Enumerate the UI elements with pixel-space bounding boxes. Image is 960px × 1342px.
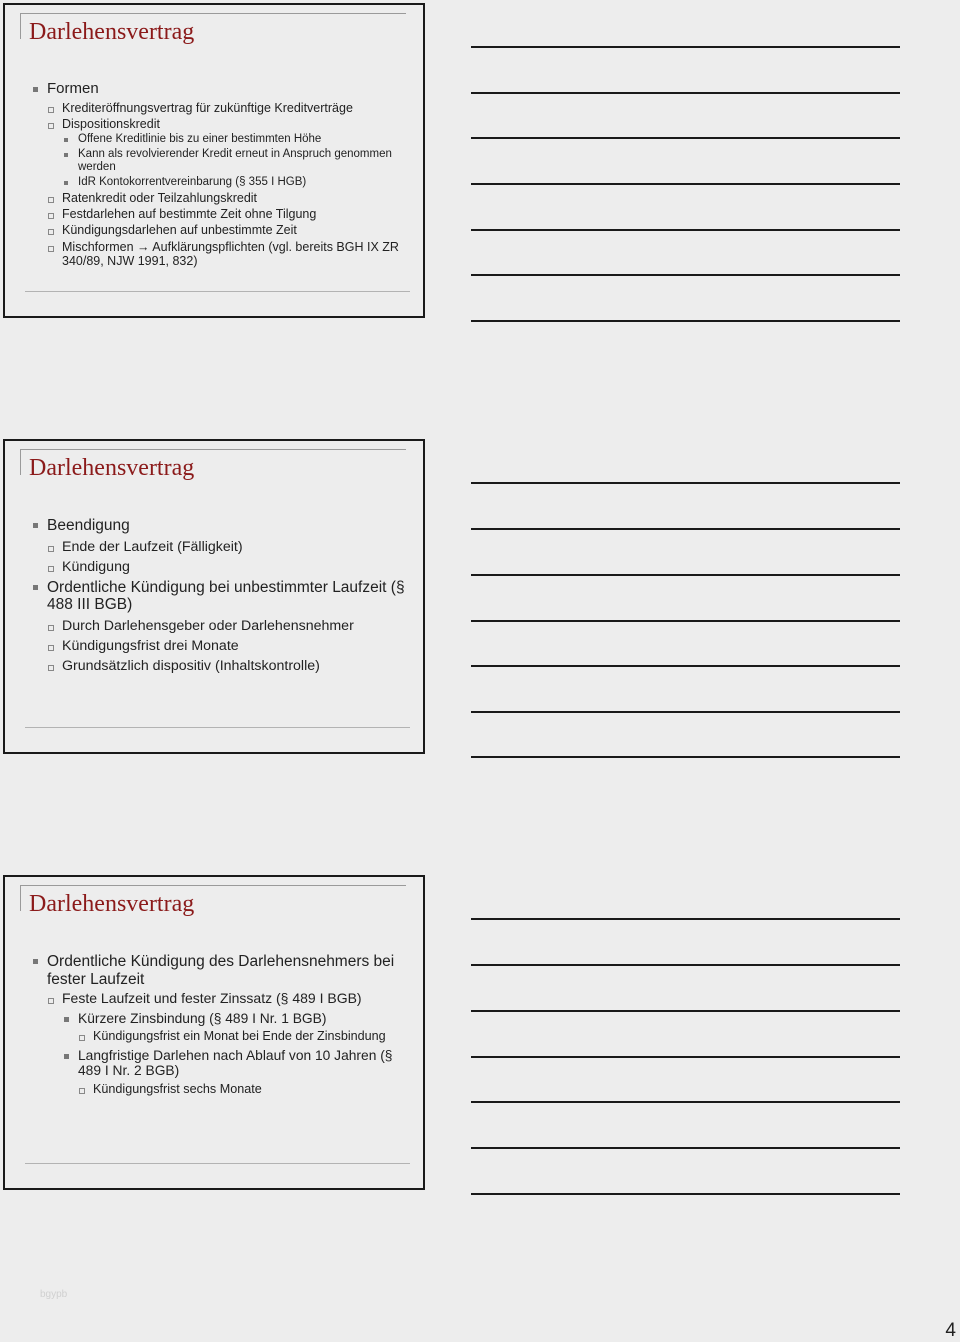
box-bullet-icon xyxy=(48,123,54,129)
bullet-item: Feste Laufzeit und fester Zinssatz (§ 489 I BGB) xyxy=(31,991,413,1007)
bullet-item: Beendigung xyxy=(31,517,413,535)
bullet-item: Kündigungsdarlehen auf unbestimmte Zeit xyxy=(31,223,413,237)
box-bullet-icon xyxy=(48,566,54,572)
bullet-item: Dispositionskredit xyxy=(31,117,413,131)
slide-frame-line xyxy=(20,449,21,475)
slide-content xyxy=(31,517,413,678)
note-line xyxy=(471,1056,900,1058)
box-bullet-icon xyxy=(48,998,54,1004)
slide-1 xyxy=(3,3,425,318)
bullet-item: Ratenkredit oder Teilzahlungskredit xyxy=(31,191,413,205)
square-bullet-icon xyxy=(33,585,38,590)
bullet-item: Kürzere Zinsbindung (§ 489 I Nr. 1 BGB) xyxy=(31,1011,413,1027)
box-bullet-icon xyxy=(48,246,54,252)
bullet-item: Kündigungsfrist sechs Monate xyxy=(31,1082,413,1096)
note-line xyxy=(471,528,900,530)
box-bullet-icon xyxy=(48,625,54,631)
note-line xyxy=(471,274,900,276)
note-line xyxy=(471,665,900,667)
square-bullet-icon xyxy=(64,1054,69,1059)
slide-footer-line xyxy=(25,291,410,292)
note-line xyxy=(471,183,900,185)
box-bullet-icon xyxy=(48,229,54,235)
box-bullet-icon xyxy=(79,1088,85,1094)
slide-title: Darlehensvertrag xyxy=(29,891,195,917)
slide-title: Darlehensvertrag xyxy=(29,455,195,481)
square-bullet-icon xyxy=(64,138,68,142)
note-line xyxy=(471,918,900,920)
slide-2 xyxy=(3,439,425,754)
bullet-item: Durch Darlehensgeber oder Darlehensnehmer xyxy=(31,618,413,634)
note-line xyxy=(471,46,900,48)
slide-title: Darlehensvertrag xyxy=(29,19,195,45)
note-line xyxy=(471,711,900,713)
bullet-item: Grundsätzlich dispositiv (Inhaltskontrolle) xyxy=(31,658,413,674)
note-line xyxy=(471,1193,900,1195)
box-bullet-icon xyxy=(48,665,54,671)
slide-frame-line xyxy=(20,13,21,39)
square-bullet-icon xyxy=(33,959,38,964)
square-bullet-icon xyxy=(33,87,38,92)
slide-footer-line xyxy=(25,1163,410,1164)
bullet-item: Ende der Laufzeit (Fälligkeit) xyxy=(31,539,413,555)
slide-frame-line xyxy=(20,449,406,450)
bullet-item: Mischformen → Aufklärungspflichten (vgl. bereits BGH IX ZR 340/89, NJW 1991, 832) xyxy=(31,240,413,268)
note-line xyxy=(471,229,900,231)
slide-content xyxy=(31,953,413,1100)
watermark: bgypb xyxy=(40,1289,68,1300)
slide-content xyxy=(31,81,413,270)
bullet-item: Kündigungsfrist drei Monate xyxy=(31,638,413,654)
box-bullet-icon xyxy=(79,1035,85,1041)
box-bullet-icon xyxy=(48,107,54,113)
bullet-item: Kündigung xyxy=(31,559,413,575)
slide-frame-line xyxy=(20,885,406,886)
note-line xyxy=(471,1010,900,1012)
square-bullet-icon xyxy=(64,181,68,185)
bullet-item: IdR Kontokorrentvereinbarung (§ 355 I HGB) xyxy=(31,176,413,189)
note-line xyxy=(471,574,900,576)
note-line xyxy=(471,320,900,322)
slide-frame-line xyxy=(20,13,406,14)
note-line xyxy=(471,482,900,484)
bullet-item: Formen xyxy=(31,81,413,98)
page-number: 4 xyxy=(945,1320,956,1341)
box-bullet-icon xyxy=(48,546,54,552)
box-bullet-icon xyxy=(48,197,54,203)
note-line xyxy=(471,964,900,966)
note-line xyxy=(471,756,900,758)
bullet-item: Kann als revolvierender Kredit erneut in Anspruch genommen werden xyxy=(31,148,413,174)
box-bullet-icon xyxy=(48,213,54,219)
slide-frame-line xyxy=(20,885,21,911)
note-line xyxy=(471,1101,900,1103)
note-line xyxy=(471,620,900,622)
bullet-item: Krediteröffnungsvertrag für zukünftige Kreditverträge xyxy=(31,101,413,115)
slide-footer-line xyxy=(25,727,410,728)
bullet-item: Ordentliche Kündigung bei unbestimmter Laufzeit (§ 488 III BGB) xyxy=(31,579,413,614)
square-bullet-icon xyxy=(33,523,38,528)
note-line xyxy=(471,137,900,139)
bullet-item: Offene Kreditlinie bis zu einer bestimmten Höhe xyxy=(31,133,413,146)
note-line xyxy=(471,92,900,94)
square-bullet-icon xyxy=(64,153,68,157)
square-bullet-icon xyxy=(64,1017,69,1022)
box-bullet-icon xyxy=(48,645,54,651)
bullet-item: Langfristige Darlehen nach Ablauf von 10 Jahren (§ 489 I Nr. 2 BGB) xyxy=(31,1048,413,1079)
slide-3 xyxy=(3,875,425,1190)
note-line xyxy=(471,1147,900,1149)
bullet-item: Festdarlehen auf bestimmte Zeit ohne Tilgung xyxy=(31,207,413,221)
bullet-item: Ordentliche Kündigung des Darlehensnehmers bei fester Laufzeit xyxy=(31,953,413,988)
bullet-item: Kündigungsfrist ein Monat bei Ende der Zinsbindung xyxy=(31,1029,413,1043)
